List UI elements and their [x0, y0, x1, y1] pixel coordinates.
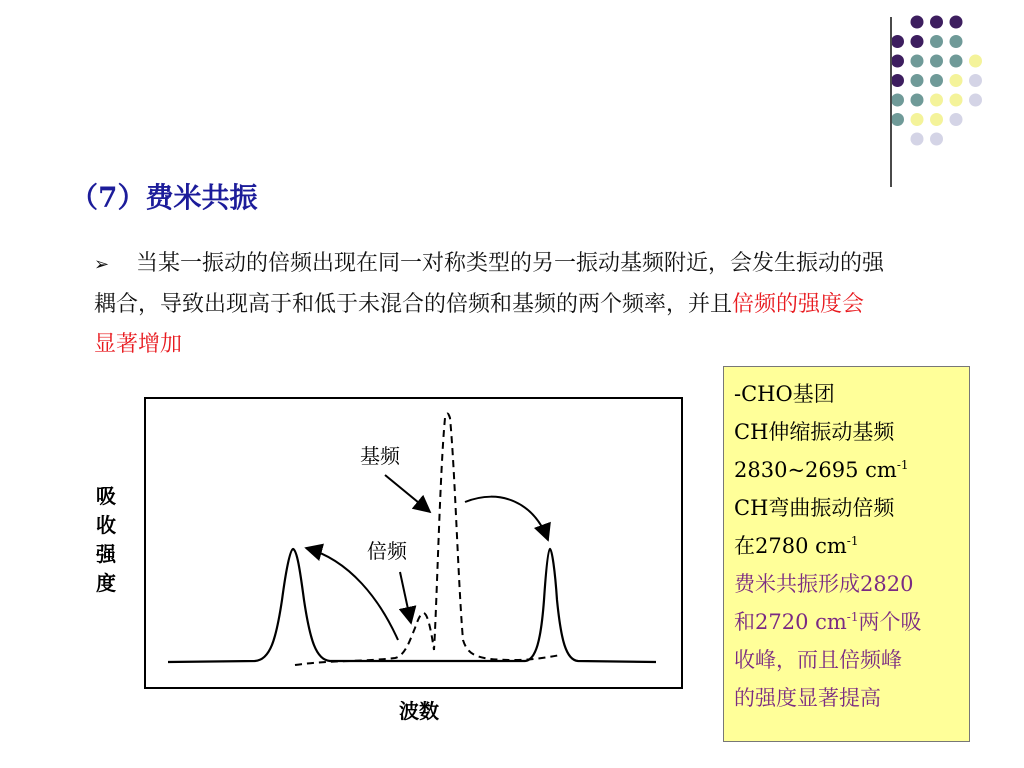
- y-axis-label: 吸收强度: [96, 484, 116, 595]
- note-sup: -1: [846, 610, 859, 624]
- x-axis-label: 波数: [399, 699, 439, 723]
- fundamental-arrow: [385, 475, 430, 512]
- bullet-highlight: 倍频的强度会显著增加: [94, 292, 865, 357]
- note-text: 两个吸: [858, 610, 922, 634]
- explanation-note-box: [723, 366, 970, 742]
- note-text: 和2720 cm: [734, 610, 847, 634]
- fundamental-label: 基频: [360, 446, 400, 468]
- note-line: -CHO基团: [734, 382, 835, 406]
- section-title: （7）费米共振: [70, 181, 258, 214]
- plot-frame: [145, 398, 682, 688]
- overtone-arrow: [400, 572, 411, 623]
- bullet-arrow-icon: ➢: [94, 254, 110, 275]
- note-text: 在2780 cm: [734, 534, 847, 558]
- note-line: [734, 451, 961, 489]
- note-sup: -1: [896, 458, 909, 472]
- note-line: [734, 603, 961, 641]
- overtone-label: 倍频: [367, 541, 407, 563]
- shift-right-arrow: [465, 497, 548, 540]
- note-line: 费米共振形成2820: [734, 572, 914, 596]
- note-line: 的强度显著提高: [734, 686, 881, 710]
- note-sup: -1: [846, 534, 859, 548]
- note-line: CH弯曲振动倍频: [734, 496, 895, 520]
- note-line: 收峰，而且倍频峰: [734, 648, 902, 672]
- note-line: CH伸缩振动基频: [734, 420, 895, 444]
- bullet-text: 当某一振动的倍频出现在同一对称类型的另一振动基频附近，会发生振动的强耦合，导致出现高于和低于未混合的倍频和基频的两个频率，并且: [94, 251, 885, 317]
- solid-spectrum-curve: [168, 549, 656, 662]
- note-text: 2830~2695 cm: [734, 458, 897, 482]
- note-line: [734, 527, 961, 565]
- dashed-spectrum-curve: [295, 414, 560, 666]
